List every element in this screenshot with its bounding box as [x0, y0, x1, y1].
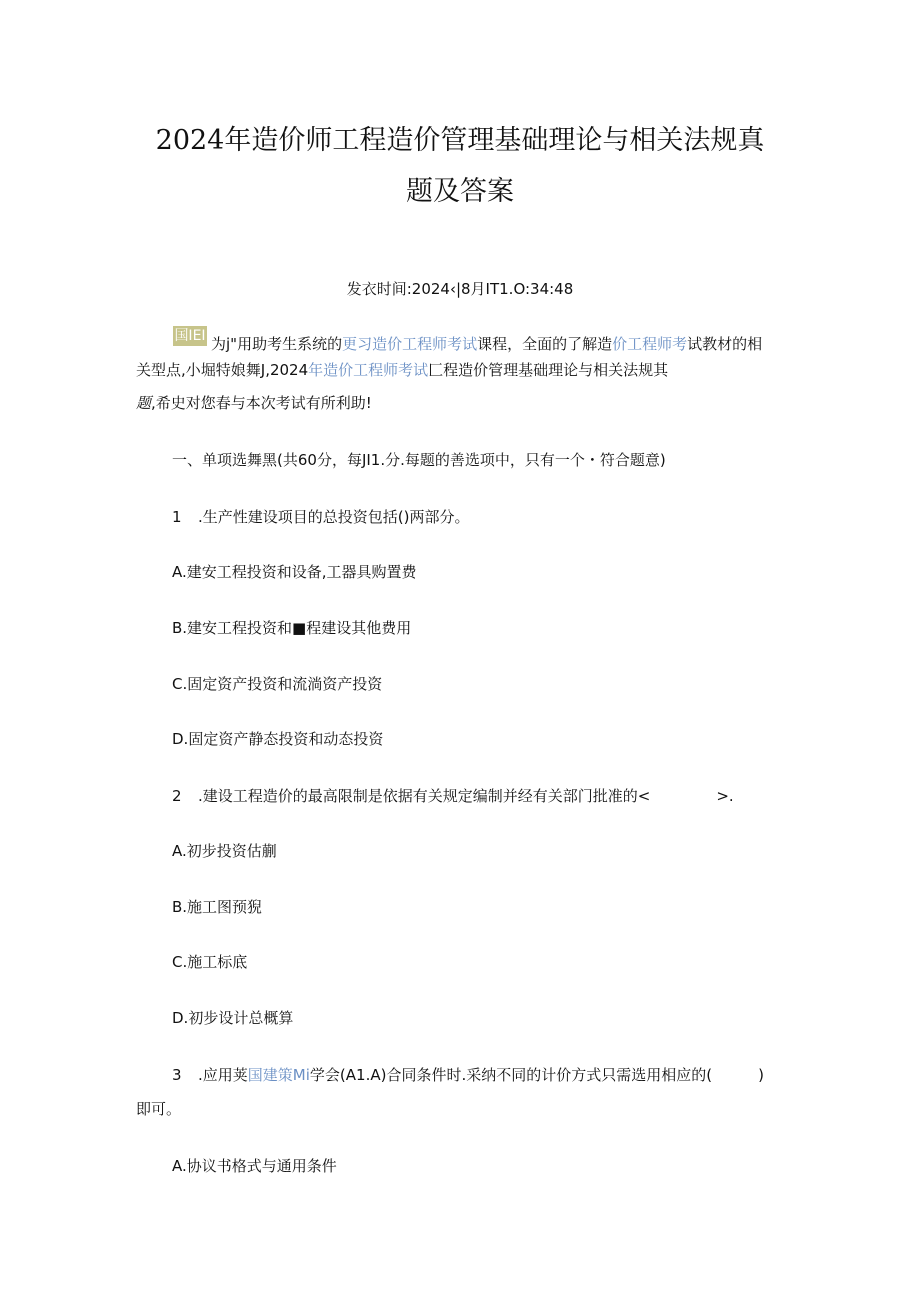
question-2-option-c: C.施工标底: [172, 953, 248, 971]
question-3-option-a: A.协议书格式与通用条件: [172, 1157, 337, 1175]
document-title-line-1: 2024年造价师工程造价管理基础理论与相关法规真: [155, 125, 765, 156]
intro-text: 关型点,小堀特娘舞J,2024: [136, 361, 309, 379]
question-text-end: ): [758, 1066, 764, 1084]
question-1-option-d: D.固定资产静态投资和动态投资: [172, 730, 384, 748]
intro-link-cost-engineer-exam[interactable]: 价工程师考: [612, 335, 688, 353]
question-text: .建设工程造价的最高限制是依据有关规定编制并经有关部门批准的<: [198, 787, 651, 805]
question-text: .生产性建设项目的总投资包括()两部分。: [198, 508, 470, 526]
question-text-end: >.: [716, 787, 734, 805]
question-number: 2: [172, 787, 182, 805]
question-1-option-a: A.建安工程投资和设备,工器具购置费: [172, 563, 417, 581]
intro-link-review-course[interactable]: 更习造价工程师考试: [342, 335, 478, 353]
intro-link-exam-2024[interactable]: 年造价工程师考试: [308, 361, 429, 379]
question-1-option-c: C.固定资产投资和流淌资产投资: [172, 675, 383, 693]
section-heading: 一、单项选舞黑(共60分，每JI1.分.每题的善选项中，只有一个・符合题意): [172, 451, 666, 469]
intro-line-2: [136, 360, 786, 380]
question-2-stem: [172, 786, 734, 806]
question-2-option-a: A.初步投资估蒯: [172, 842, 277, 860]
intro-text: ,希史对您春与本次考试有所利助!: [151, 394, 372, 412]
question-3-stem-continuation: 即可。: [136, 1100, 182, 1118]
intro-text: 试教材的相: [687, 335, 763, 353]
badge-stamp: 国IEI: [174, 328, 206, 344]
intro-text: 为j"用助考生系统的: [211, 335, 343, 353]
publish-time: 发衣时间:2024‹|8月IT1.O:34:48: [346, 280, 574, 298]
intro-line-1: [136, 334, 786, 354]
question-2-option-d: D.初步设计总概算: [172, 1009, 294, 1027]
question-number: 3: [172, 1066, 182, 1084]
intro-italic-text: 题: [136, 394, 152, 412]
question-2-option-b: B.施工图预猊: [172, 898, 263, 916]
intro-text: 课程，全面的了解造: [477, 335, 613, 353]
question-text: 学会(A1.A)合同条件时.采纳不同的计价方式只需选用相应的(: [309, 1066, 713, 1084]
intro-line-3: [136, 393, 786, 413]
question-1-option-b: B.建安工程投资和■程建设其他费用: [172, 619, 412, 637]
question-3-stem: [172, 1065, 764, 1085]
document-title-line-2: 题及答案: [406, 176, 514, 207]
intro-text: 匚程造价管理基础理论与相关法规其: [428, 361, 669, 379]
question-number: 1: [172, 508, 182, 526]
question-3-link[interactable]: 国建策Mi: [247, 1066, 310, 1084]
question-text: .应用荚: [198, 1066, 248, 1084]
question-1-stem: [172, 507, 469, 527]
